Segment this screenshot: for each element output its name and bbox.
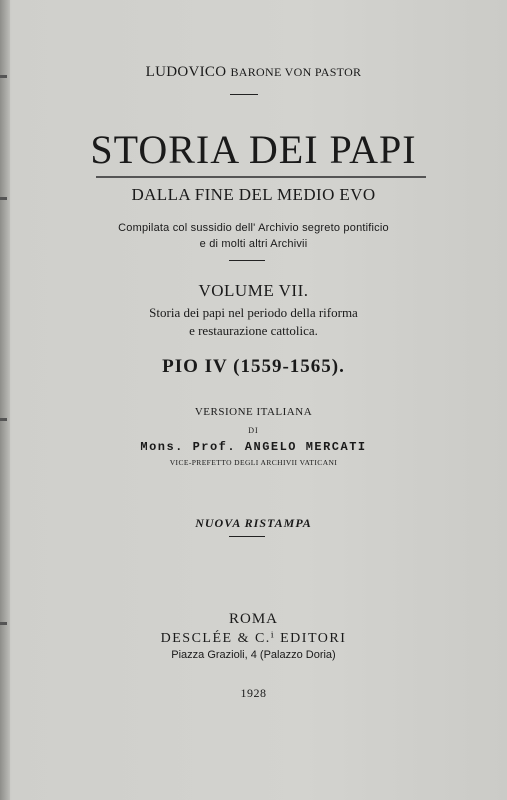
author-line (0, 64, 507, 81)
volume-label: VOLUME VII. (198, 281, 309, 300)
translator-name: Mons. Prof. ANGELO MERCATI (140, 440, 367, 454)
pope-heading: PIO IV (1559-1565). (162, 356, 345, 377)
publisher-address: Piazza Grazioli, 4 (Palazzo Doria) (171, 649, 336, 661)
book-subtitle: DALLA FINE DEL MEDIO EVO (131, 185, 376, 204)
translator-role: VICE-PREFETTO DEGLI ARCHIVII VATICANI (169, 458, 338, 467)
translation-di: DI (248, 426, 259, 435)
volume-subtitle-line-1: Storia dei papi nel periodo della riforma (149, 305, 358, 320)
book-title: STORIA DEI PAPI (90, 127, 417, 172)
description-line-1: Compilata col sussidio dell' Archivio segreto pontificio (118, 222, 389, 234)
publication-year: 1928 (240, 686, 267, 700)
divider (230, 94, 258, 95)
title-underline (96, 176, 426, 178)
author-title: BARONE VON PASTOR (230, 65, 362, 79)
divider (229, 260, 265, 261)
translation-label: VERSIONE ITALIANA (194, 406, 313, 418)
publisher-city: ROMA (228, 611, 278, 627)
volume-subtitle-line-2: e restaurazione cattolica. (189, 323, 318, 338)
publisher-name: DESCLÉE & C.ⁱ EDITORI (160, 631, 347, 646)
author-name: LUDOVICO (145, 64, 227, 80)
edge-mark (0, 418, 7, 421)
divider (229, 536, 265, 537)
binding-edge (0, 0, 10, 800)
description-line-2: e di molti altri Archivii (199, 238, 308, 250)
reprint-label: NUOVA RISTAMPA (195, 516, 312, 530)
